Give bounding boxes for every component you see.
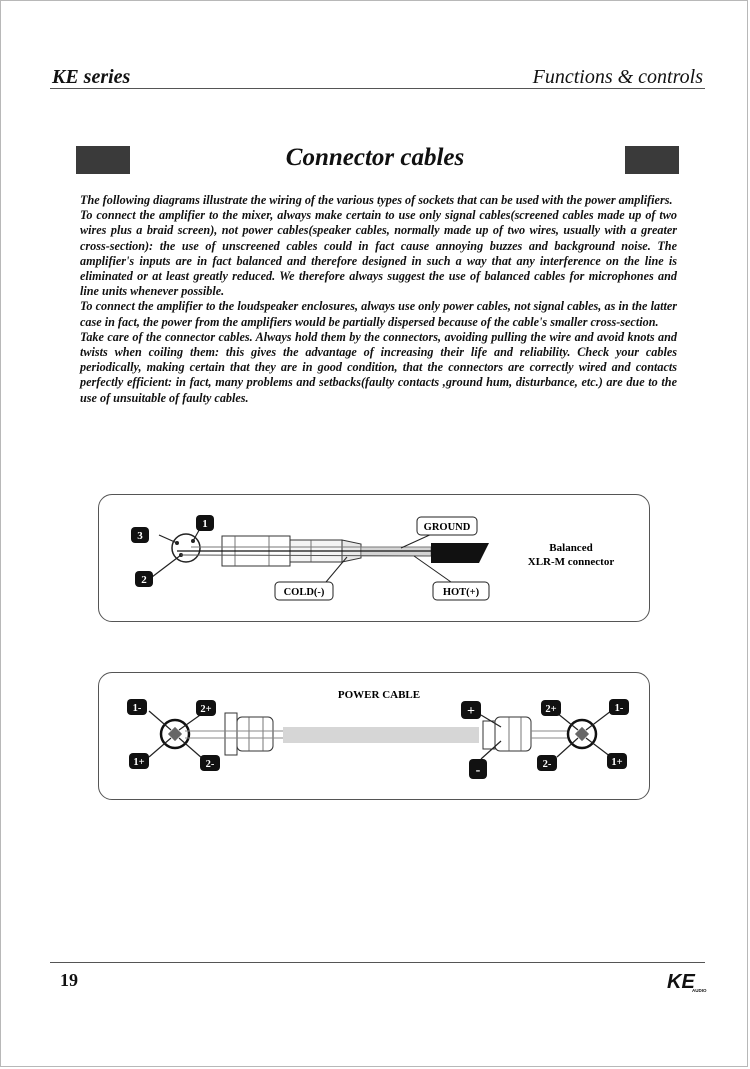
right-label-2-plus <box>541 700 561 716</box>
power-cable-diagram-svg <box>99 673 651 801</box>
paragraph: The following diagrams illustrate the wiring of the various types of sockets that can be used with the power amplifiers. <box>80 193 673 207</box>
left-label-1-plus <box>129 753 149 769</box>
footer-rule <box>50 962 705 963</box>
paragraph: Take care of the connector cables. Always hold them by the connectors, avoiding pulling the wire and avoid knots and twists when coiling them: this gives the advantage of increasing their life and reliability. Check your cables periodically, making certain that they are in good condition, that the connectors are correctly wired and contacts perfectly efficient: in fact, many problems and setbacks(faulty contacts ,ground hum, disturbance, etc.) are due to the use of unsuitable of faulty cables. <box>80 329 677 405</box>
svg-text:GROUND: GROUND <box>423 522 471 533</box>
svg-text:2: 2 <box>141 574 147 586</box>
left-label-1-minus <box>127 699 147 715</box>
power-cable-diagram <box>98 672 650 800</box>
paragraph: To connect the amplifier to the mixer, always make certain to use only signal cables(screened cables made up of two wires plus a braid screen), not power cables(speaker cables, normally made up of two wires, usually with a greater cross-section): the use of unscreened cables could in fact cause annoying buzzes and background noise. The amplifier's inputs are in fact balanced and therefore designed in such a way that any interference on the line is eliminated or at least greatly reduced. We therefore always suggest the use of balanced cables for microphones and line units whenever possible. <box>80 208 677 299</box>
svg-text:2+: 2+ <box>200 704 212 715</box>
ke-logo <box>666 968 708 994</box>
right-plug-body <box>495 717 531 751</box>
pin-1-badge <box>196 515 214 531</box>
xlr-jacket <box>431 543 489 563</box>
xlr-diagram <box>98 494 650 622</box>
paragraph: To connect the amplifier to the loudspeaker enclosures, always use only power cables, not signal cables, as in the latter case in fact, the power from the amplifiers would be partially dispersed because of the cable's smaller cross-section. <box>80 299 677 329</box>
svg-text:HOT(+): HOT(+) <box>442 587 480 598</box>
left-label-2-plus <box>196 700 216 716</box>
left-label-2-minus <box>200 755 220 771</box>
svg-text:AUDIO: AUDIO <box>692 988 707 993</box>
section-name: Functions & controls <box>532 66 703 88</box>
power-cable <box>283 727 479 743</box>
xlr-caption-line1: Balanced <box>549 542 593 554</box>
svg-text:KE: KE <box>667 971 695 993</box>
pin-3-badge <box>131 527 149 543</box>
page-number: 19 <box>60 970 78 990</box>
xlr-caption-line2: XLR-M connector <box>527 556 615 568</box>
page-header <box>50 66 705 89</box>
svg-text:2+: 2+ <box>545 704 557 715</box>
cold-label <box>275 582 333 600</box>
minus-marker <box>469 759 487 779</box>
right-label-2-minus <box>537 755 557 771</box>
right-label-1-plus <box>607 753 627 769</box>
svg-text:1+: 1+ <box>133 757 145 768</box>
body-text <box>80 193 677 406</box>
xlr-diagram-svg <box>99 495 651 623</box>
svg-text:-: - <box>475 763 481 778</box>
ground-label <box>417 517 477 535</box>
svg-text:2-: 2- <box>205 759 215 770</box>
series-name: KE series <box>52 66 131 88</box>
pin-2-badge <box>135 571 153 587</box>
svg-text:1: 1 <box>202 518 208 530</box>
xlr-face <box>172 534 200 562</box>
svg-text:2-: 2- <box>542 759 552 770</box>
power-cable-title: POWER CABLE <box>337 689 421 701</box>
page-title: Connector cables <box>285 144 465 171</box>
left-plug-body <box>237 717 273 751</box>
svg-text:+: + <box>467 704 475 719</box>
svg-text:1-: 1- <box>614 703 624 714</box>
hot-label <box>433 582 489 600</box>
svg-text:1+: 1+ <box>611 757 623 768</box>
plus-marker <box>461 701 481 719</box>
svg-text:1-: 1- <box>132 703 142 714</box>
right-label-1-minus <box>609 699 629 715</box>
svg-text:3: 3 <box>137 530 143 542</box>
svg-text:COLD(-): COLD(-) <box>283 587 325 598</box>
